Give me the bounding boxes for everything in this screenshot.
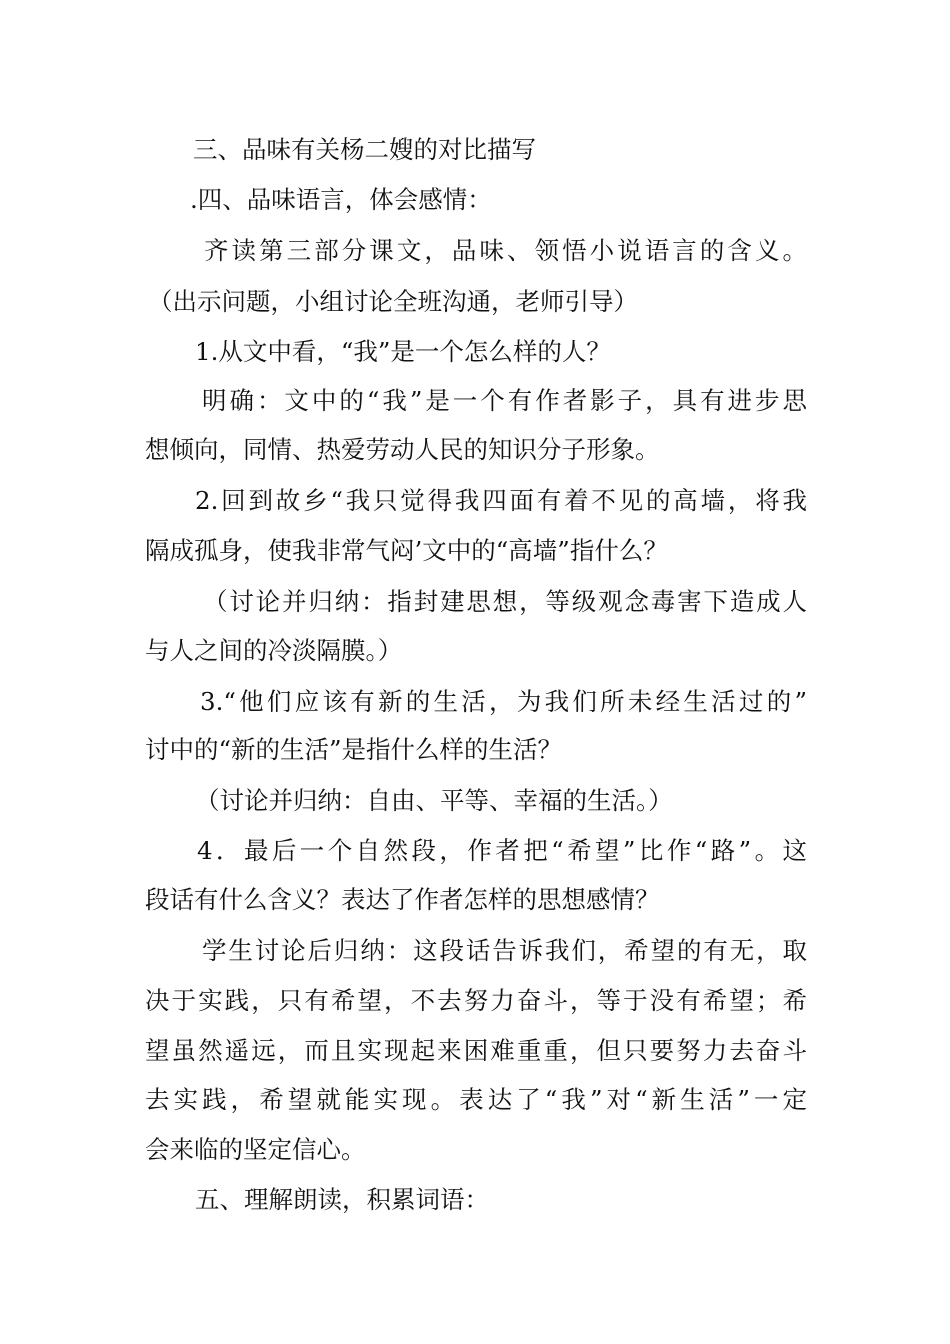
answer-1-line: 想倾向，同情、热爱劳动人民的知识分子形象。 [145, 435, 660, 464]
question-4-line: 4．最后一个自然段，作者把“希望”比作“路”。这 [197, 836, 807, 865]
question-4-line: 段话有什么含义？表达了作者怎样的思想感情？ [145, 885, 660, 914]
question-3-line: 讨中的“新的生活”是指什么样的生活？ [145, 735, 563, 764]
answer-4-line: 会来临的坚定信心。 [145, 1135, 366, 1164]
paragraph-line: （出示问题，小组讨论全班沟通，老师引导） [148, 287, 638, 316]
answer-4-line: 决于实践，只有希望，不去努力奋斗，等于没有希望；希 [145, 986, 807, 1015]
section-heading-3: 三、品味有关杨二嫂的对比描写 [193, 135, 536, 164]
question-2-line: 2.回到故乡“我只觉得我四面有着不见的高墙，将我 [195, 486, 807, 515]
answer-4-line: 学生讨论后归纳：这段话告诉我们，希望的有无，取 [202, 936, 807, 965]
answer-1-line: 明确：文中的“我”是一个有作者影子，具有进步思 [202, 386, 807, 415]
answer-4-line: 望虽然遥远，而且实现起来困难重重，但只要努力去奋斗 [145, 1036, 807, 1065]
answer-2-line: 与人之间的冷淡隔膜。） [145, 636, 403, 665]
answer-4-line: 去实践，希望就能实现。表达了“我”对“新生活”一定 [145, 1085, 807, 1114]
answer-2-line: （讨论并归纳：指封建思想，等级观念毒害下造成人 [203, 587, 807, 616]
section-heading-4: .四、品味语言，体会感情： [190, 185, 492, 214]
answer-3-line: （讨论并归纳：自由、平等、幸福的生活。） [195, 786, 673, 815]
paragraph-line: 齐读第三部分课文，品味、领悟小说语言的含义。 [204, 236, 807, 265]
question-3-line: 3.“他们应该有新的生活，为我们所未经生活过的” [200, 687, 807, 716]
section-heading-5: 五、理解朗读，积累词语： [195, 1185, 489, 1214]
question-2-line: 隔成孤身，使我非常气闷’文中的“高墙”指什么？ [145, 536, 668, 565]
question-1: 1.从文中看，“我”是一个怎么样的人？ [195, 337, 611, 366]
